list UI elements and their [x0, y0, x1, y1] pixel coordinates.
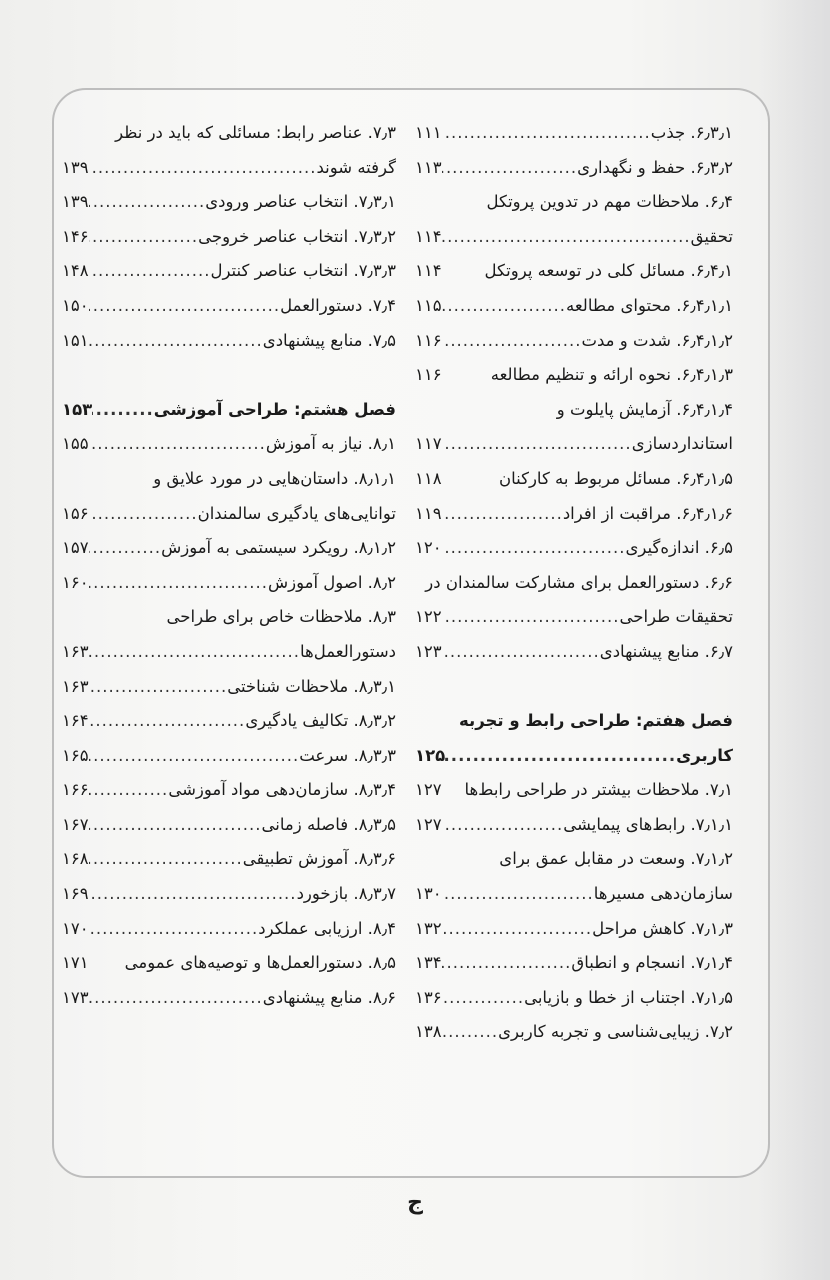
- toc-leader-dots: [89, 185, 206, 220]
- toc-entry-title: ۷٫۱٫۳. کاهش مراحل: [592, 918, 733, 938]
- toc-entry: [62, 324, 396, 359]
- toc-leader-dots: [445, 739, 676, 774]
- toc-entry: [62, 427, 396, 462]
- toc-entry-title: دستورالعمل‌ها: [300, 641, 396, 661]
- toc-entry-title: ۸٫۵. دستورالعمل‌ها و توصیه‌های عمومی: [124, 953, 396, 973]
- toc-entry: [62, 912, 396, 947]
- toc-entry: [62, 220, 396, 255]
- toc-page-number: ۱۷۰: [62, 918, 89, 938]
- toc-entry-title: ۶٫۴٫۱٫۳. نحوه ارائه و تنظیم مطالعه: [490, 365, 733, 385]
- toc-entry-title: ۷٫۳٫۱. انتخاب عناصر ورودی: [205, 192, 396, 212]
- toc-page-number: ۱۱۳: [415, 157, 442, 177]
- toc-entry-title: ۶٫۴٫۱٫۴. آزمایش پایلوت و: [556, 399, 733, 419]
- toc-leader-dots: [89, 220, 199, 255]
- toc-entry-title: ۸٫۳. ملاحظات خاص برای طراحی: [166, 607, 396, 627]
- toc-page-number: ۱۵۵: [62, 434, 89, 454]
- toc-entry: [415, 151, 733, 186]
- toc-page-number: ۱۱۸: [415, 468, 442, 488]
- toc-left-column: [62, 116, 396, 1015]
- toc-chapter-heading: [415, 704, 733, 739]
- toc-entry-title: ۶٫۴٫۱٫۶. مراقبت از افراد: [562, 503, 733, 523]
- toc-entry: [415, 773, 733, 808]
- toc-entry: [415, 946, 733, 981]
- toc-page-number: ۱۶۵: [62, 745, 89, 765]
- toc-entry-title: ۷٫۱. ملاحظات بیشتر در طراحی رابط‌ها: [464, 780, 733, 800]
- toc-entry: [415, 1015, 733, 1050]
- toc-entry-title: ۸٫۳٫۳. سرعت: [299, 745, 396, 765]
- toc-page-number: ۱۳۹: [62, 192, 89, 212]
- section-spacer: [62, 358, 396, 393]
- toc-entry-title: ۸٫۲. اصول آموزش: [268, 572, 396, 592]
- toc-entry-title: ۷٫۲. زیبایی‌شناسی و تجربه کاربری: [498, 1022, 733, 1042]
- toc-entry-title: تحقیق: [690, 226, 733, 246]
- section-spacer: [415, 670, 733, 705]
- toc-page-number: ۱۶۴: [62, 711, 89, 731]
- toc-entry-title: ۶٫۵. اندازه‌گیری: [625, 538, 733, 558]
- toc-page-number: ۱۶۷: [62, 814, 89, 834]
- toc-entry-title: ۷٫۱٫۴. انسجام و انطباق: [571, 953, 733, 973]
- toc-chapter-heading: [62, 393, 396, 428]
- toc-entry: [415, 185, 733, 220]
- toc-entry: [62, 289, 396, 324]
- toc-page-number: ۱۷۱: [62, 953, 89, 973]
- toc-page-number: ۱۲۰: [415, 538, 442, 558]
- toc-entry: [62, 462, 396, 497]
- toc-leader-dots: [89, 151, 317, 186]
- toc-entry: [62, 946, 396, 981]
- toc-entry: [62, 704, 396, 739]
- toc-page-number: ۱۱۷: [415, 434, 442, 454]
- toc-leader-dots: [89, 497, 198, 532]
- toc-entry: [415, 289, 733, 324]
- toc-entry: [415, 912, 733, 947]
- toc-entry-title: ۶٫۶. دستورالعمل برای مشارکت سالمندان در: [425, 572, 733, 592]
- toc-page-number: ۱۶۰: [62, 572, 89, 592]
- toc-entry: [62, 151, 396, 186]
- toc-page-number: ۱۵۷: [62, 538, 89, 558]
- toc-entry: [415, 566, 733, 601]
- toc-leader-dots: [442, 151, 578, 186]
- toc-entry-title: ۷٫۳٫۲. انتخاب عناصر خروجی: [198, 226, 396, 246]
- toc-entry: [415, 427, 733, 462]
- toc-entry-title: ۸٫۴. ارزیابی عملکرد: [258, 918, 396, 938]
- toc-leader-dots: [89, 877, 297, 912]
- toc-entry-title: ۷٫۳٫۳. انتخاب عناصر کنترل: [210, 261, 396, 281]
- toc-entry-title: تحقیقات طراحی: [619, 607, 733, 627]
- toc-leader-dots: [92, 393, 154, 428]
- toc-entry: [415, 358, 733, 393]
- toc-page-number: ۱۲۷: [415, 780, 442, 800]
- toc-page-number: ۱۱۴: [415, 261, 442, 281]
- toc-entry-title: استانداردسازی: [631, 434, 733, 454]
- toc-entry: [415, 808, 733, 843]
- toc-leader-dots: [442, 289, 566, 324]
- toc-entry-title: ۸٫۱. نیاز به آموزش: [265, 434, 396, 454]
- toc-page-number: ۱۳۶: [415, 987, 442, 1007]
- toc-page-number: ۱۶۶: [62, 780, 89, 800]
- toc-page-number: ۱۶۳: [62, 641, 89, 661]
- toc-entry-title: ۸٫۳٫۴. سازمان‌دهی مواد آموزشی: [168, 780, 396, 800]
- toc-leader-dots: [89, 531, 161, 566]
- toc-entry: [62, 497, 396, 532]
- toc-entry: [415, 497, 733, 532]
- toc-entry: [62, 670, 396, 705]
- toc-page-number: ۱۵۶: [62, 503, 89, 523]
- toc-leader-dots: [89, 704, 246, 739]
- toc-page-number: ۱۲۳: [415, 641, 442, 661]
- toc-chapter-heading: [415, 739, 733, 774]
- toc-entry-title: ۷٫۵. منابع پیشنهادی: [262, 330, 396, 350]
- toc-leader-dots: [442, 116, 651, 151]
- toc-entry-title: ۶٫۴. ملاحظات مهم در تدوین پروتکل: [486, 192, 733, 212]
- toc-entry: [62, 566, 396, 601]
- toc-leader-dots: [89, 739, 300, 774]
- toc-leader-dots: [442, 324, 582, 359]
- toc-leader-dots: [89, 254, 211, 289]
- toc-leader-dots: [442, 912, 593, 947]
- toc-leader-dots: [89, 427, 266, 462]
- toc-entry: [62, 531, 396, 566]
- toc-page-number: ۱۵۱: [62, 330, 89, 350]
- toc-entry-title: توانایی‌های یادگیری سالمندان: [197, 503, 396, 523]
- toc-entry: [62, 877, 396, 912]
- toc-page-number: ۱۲۲: [415, 607, 442, 627]
- toc-entry-title: کاربری: [676, 745, 733, 765]
- page-number-marker: ج: [407, 1190, 423, 1215]
- toc-entry-title: ۷٫۱٫۱. رابط‌های پیمایشی: [563, 814, 733, 834]
- toc-leader-dots: [442, 635, 600, 670]
- toc-entry: [62, 635, 396, 670]
- toc-entry-title: ۷٫۳. عناصر رابط: مسائلی که باید در نظر: [115, 123, 396, 142]
- toc-leader-dots: [89, 842, 243, 877]
- toc-leader-dots: [442, 600, 620, 635]
- toc-page-number: ۱۳۰: [415, 884, 442, 904]
- toc-entry-title: ۸٫۳٫۱. ملاحظات شناختی: [227, 676, 396, 696]
- toc-leader-dots: [442, 427, 632, 462]
- toc-entry-title: فصل هشتم: طراحی آموزشی: [153, 399, 396, 419]
- toc-entry: [62, 981, 396, 1016]
- toc-page-number: ۱۴۸: [62, 261, 89, 281]
- toc-page-number: ۱۱۹: [415, 503, 442, 523]
- toc-right-column: [415, 116, 733, 1050]
- toc-page-number: ۱۵۳: [62, 399, 93, 419]
- toc-entry-title: ۶٫۳٫۲. حفظ و نگهداری: [577, 157, 733, 177]
- toc-page-number: ۱۷۳: [62, 987, 89, 1007]
- toc-entry: [415, 981, 733, 1016]
- toc-leader-dots: [89, 566, 268, 601]
- toc-entry: [415, 116, 733, 151]
- toc-entry: [62, 773, 396, 808]
- toc-leader-dots: [442, 877, 594, 912]
- toc-entry-title: ۶٫۴٫۱. مسائل کلی در توسعه پروتکل: [484, 261, 733, 281]
- toc-entry: [62, 254, 396, 289]
- toc-entry: [62, 116, 396, 151]
- toc-entry: [415, 254, 733, 289]
- toc-entry-title: ۷٫۱٫۲. وسعت در مقابل عمق برای: [499, 849, 733, 869]
- toc-leader-dots: [89, 981, 263, 1016]
- toc-entry: [415, 220, 733, 255]
- toc-entry-title: ۶٫۴٫۱٫۵. مسائل مربوط به کارکنان: [498, 468, 733, 488]
- toc-entry-title: ۶٫۴٫۱٫۲. شدت و مدت: [581, 330, 733, 350]
- toc-entry: [415, 842, 733, 877]
- toc-page-number: ۱۳۹: [62, 157, 89, 177]
- toc-entry-title: ۷٫۱٫۵. اجتناب از خطا و بازیابی: [524, 987, 733, 1007]
- toc-entry-title: ۶٫۴٫۱٫۱. محتوای مطالعه: [566, 295, 733, 315]
- toc-entry: [62, 739, 396, 774]
- toc-entry-title: ۸٫۳٫۶. آموزش تطبیقی: [242, 849, 396, 869]
- toc-page-number: ۱۳۸: [415, 1022, 442, 1042]
- toc-entry: [415, 635, 733, 670]
- toc-leader-dots: [442, 808, 564, 843]
- toc-page-number: ۱۶۳: [62, 676, 89, 696]
- toc-page-number: ۱۱۵: [415, 295, 442, 315]
- toc-leader-dots: [442, 220, 691, 255]
- binding-shadow: [760, 0, 830, 1280]
- toc-leader-dots: [442, 981, 524, 1016]
- toc-page-number: ۱۴۶: [62, 226, 89, 246]
- toc-page-number: ۱۶۸: [62, 849, 89, 869]
- toc-leader-dots: [89, 635, 300, 670]
- toc-entry-title: ۸٫۳٫۵. فاصله زمانی: [261, 814, 396, 834]
- toc-leader-dots: [442, 531, 626, 566]
- toc-entry: [62, 185, 396, 220]
- toc-entry-title: سازمان‌دهی مسیرها: [593, 884, 733, 904]
- toc-entry: [415, 600, 733, 635]
- toc-leader-dots: [89, 808, 262, 843]
- toc-page-number: ۱۵۰: [62, 295, 89, 315]
- toc-page-number: ۱۳۲: [415, 918, 442, 938]
- toc-entry-title: ۸٫۱٫۲. رویکرد سیستمی به آموزش: [161, 538, 396, 558]
- toc-leader-dots: [89, 773, 169, 808]
- toc-entry: [415, 877, 733, 912]
- toc-entry-title: ۸٫۶. منابع پیشنهادی: [262, 987, 396, 1007]
- toc-leader-dots: [442, 946, 572, 981]
- toc-leader-dots: [89, 912, 259, 947]
- toc-entry: [62, 600, 396, 635]
- toc-page-number: ۱۱۴: [415, 226, 442, 246]
- toc-leader-dots: [89, 670, 228, 705]
- toc-page-number: ۱۳۴: [415, 953, 442, 973]
- toc-entry-title: ۷٫۴. دستورالعمل: [280, 295, 396, 315]
- toc-entry: [415, 531, 733, 566]
- toc-entry-title: ۸٫۱٫۱. داستان‌هایی در مورد علایق و: [153, 468, 396, 488]
- toc-entry-title: ۸٫۳٫۷. بازخورد: [296, 884, 396, 904]
- toc-page-number: ۱۶۹: [62, 884, 89, 904]
- toc-entry-title: گرفته شوند: [316, 157, 396, 177]
- toc-entry: [415, 393, 733, 428]
- toc-page-number: ۱۲۵: [415, 745, 446, 765]
- toc-page-number: ۱۱۱: [415, 123, 442, 142]
- toc-entry: [62, 842, 396, 877]
- toc-page-number: ۱۱۶: [415, 330, 442, 350]
- toc-page-number: ۱۲۷: [415, 814, 442, 834]
- toc-leader-dots: [442, 1015, 499, 1050]
- toc-entry-title: ۶٫۷. منابع پیشنهادی: [599, 641, 733, 661]
- toc-leader-dots: [89, 324, 263, 359]
- toc-entry: [415, 462, 733, 497]
- toc-leader-dots: [89, 289, 281, 324]
- toc-entry-title: ۸٫۳٫۲. تکالیف یادگیری: [245, 711, 396, 731]
- toc-entry: [62, 808, 396, 843]
- toc-entry: [415, 324, 733, 359]
- toc-leader-dots: [442, 497, 563, 532]
- toc-entry-title: فصل هفتم: طراحی رابط و تجربه: [459, 711, 733, 731]
- toc-entry-title: ۶٫۳٫۱. جذب: [650, 123, 733, 142]
- toc-page-number: ۱۱۶: [415, 365, 442, 385]
